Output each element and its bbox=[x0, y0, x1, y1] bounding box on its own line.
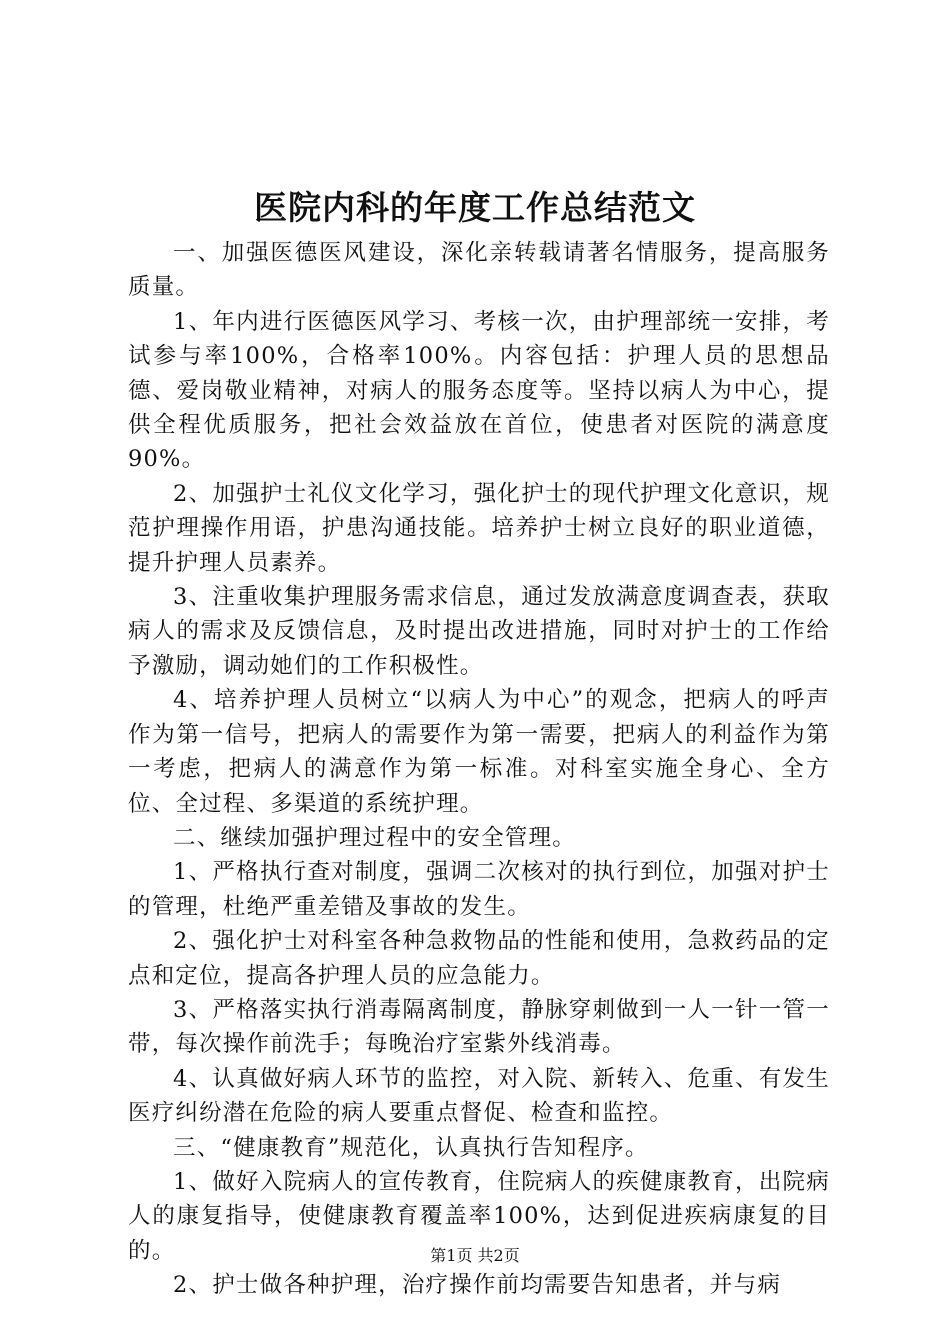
paragraph: 1、做好入院病人的宣传教育，住院病人的疾健康教育，出院病人的康复指导，使健康教育覆盖率100%，达到促进疾病康复的目的。 bbox=[128, 1168, 830, 1264]
paragraph: 一、加强医德医风建设，深化亲转载请著名情服务，提高服务质量。 bbox=[128, 240, 830, 301]
paragraph: 2、护士做各种护理，治疗操作前均需要告知患者，并与病 bbox=[173, 1272, 782, 1299]
paragraph: 三、“健康教育”规范化，认真执行告知程序。 bbox=[173, 1134, 649, 1161]
paragraph: 1、严格执行查对制度，强调二次核对的执行到位，加强对护士的管理，杜绝严重差错及事故的发生。 bbox=[128, 859, 830, 920]
document-body bbox=[128, 236, 830, 1303]
paragraph: 2、加强护士礼仪文化学习，强化护士的现代护理文化意识，规范护理操作用语，护患沟通技能。培养护士树立良好的职业道德，提升护理人员素养。 bbox=[128, 480, 830, 576]
paragraph: 2、强化护士对科室各种急救物品的性能和使用，急救药品的定点和定位，提高各护理人员的应急能力。 bbox=[128, 928, 830, 989]
paragraph: 4、认真做好病人环节的监控，对入院、新转入、危重、有发生医疗纠纷潜在危险的病人要重点督促、检查和监控。 bbox=[128, 1065, 830, 1127]
paragraph: 3、注重收集护理服务需求信息，通过发放满意度调查表，获取病人的需求及反馈信息，及时提出改进措施，同时对护士的工作给予激励，调动她们的工作积极性。 bbox=[128, 584, 830, 679]
paragraph: 1、年内进行医德医风学习、考核一次，由护理部统一安排，考试参与率100%，合格率100%。内容包括：护理人员的思想品德、爱岗敬业精神，对病人的服务态度等。坚持以病人为中心，提供全程优质服务，把社会效益放在首位，使患者对医院的满意度90%。 bbox=[128, 308, 830, 473]
paragraph: 4、培养护理人员树立“以病人为中心”的观念，把病人的呼声作为第一信号，把病人的需要作为第一需要，把病人的利益作为第一考虑，把病人的满意作为第一标准。对科室实施全身心、全方位、全过程、多渠道的系统护理。 bbox=[128, 687, 830, 817]
page-footer: 第1页 共2页 bbox=[430, 1246, 520, 1265]
document-title: 医院内科的年度工作总结范文 bbox=[254, 188, 696, 227]
paragraph: 二、继续加强护理过程中的安全管理。 bbox=[173, 824, 576, 851]
paragraph: 3、严格落实执行消毒隔离制度，静脉穿刺做到一人一针一管一带，每次操作前洗手；每晚治疗室紫外线消毒。 bbox=[128, 996, 830, 1058]
